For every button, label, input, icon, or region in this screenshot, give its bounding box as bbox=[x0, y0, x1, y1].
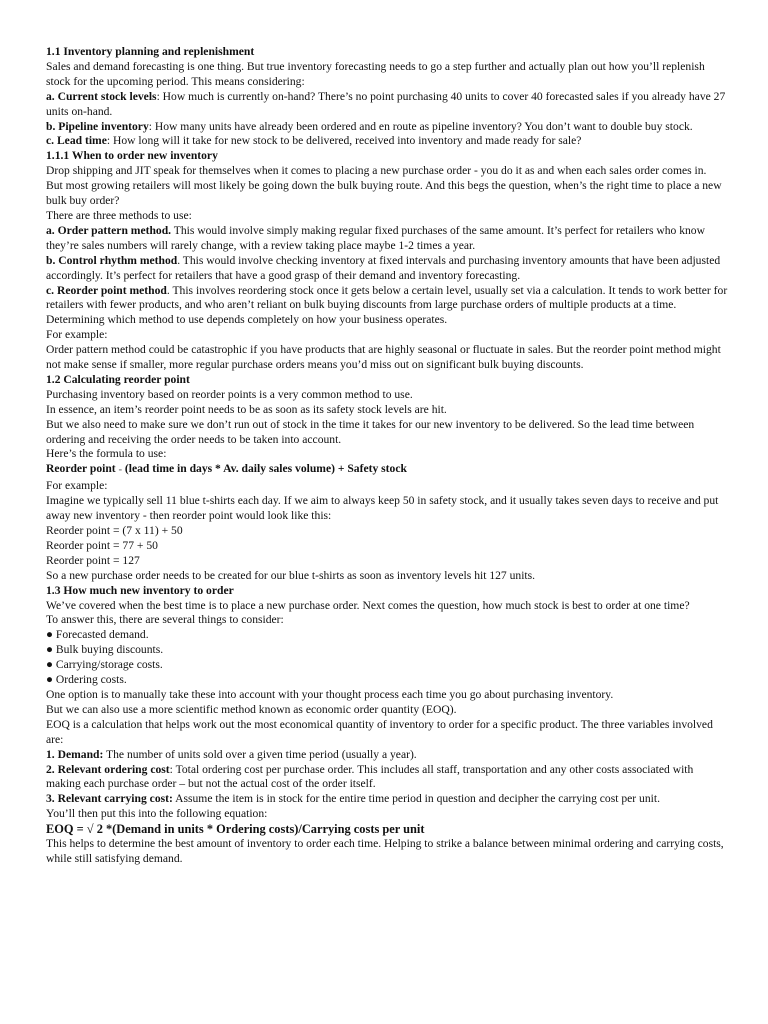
calc-line: Reorder point = 127 bbox=[46, 553, 140, 567]
item-label: a. Current stock levels bbox=[46, 89, 157, 103]
bullet-item: ● Ordering costs. bbox=[46, 673, 127, 687]
list-item bbox=[46, 224, 728, 254]
paragraph: To answer this, there are several things to consider: bbox=[46, 613, 284, 627]
list-item bbox=[46, 90, 728, 120]
section-heading: 1.3 How much new inventory to order bbox=[46, 583, 234, 597]
item-label: b. Pipeline inventory bbox=[46, 119, 149, 133]
item-text: . This involves reordering stock once it gets below a certain level, usually set via a calculation. It tends to work better for retailers with fewer products, and who aren’t reliant on bulk buying discounts from large purchase orders of multiple products at a time. bbox=[46, 283, 728, 312]
section-heading: 1.1.1 When to order new inventory bbox=[46, 149, 218, 163]
list-item bbox=[46, 120, 728, 135]
paragraph: In essence, an item’s reorder point needs to be as soon as its safety stock levels are hit. bbox=[46, 402, 447, 416]
list-item bbox=[46, 254, 728, 284]
paragraph: We’ve covered when the best time is to place a new purchase order. Next comes the question, how much stock is best to order at one time? bbox=[46, 598, 690, 612]
item-text: . This would involve checking inventory at fixed intervals and purchasing inventory amounts that have been adjusted accordingly. It’s perfect for retailers that have a good grasp of their demand and inventory forecasting. bbox=[46, 253, 721, 282]
section-heading: 1.1 Inventory planning and replenishment bbox=[46, 45, 255, 58]
reorder-formula bbox=[46, 462, 728, 479]
formula-rhs: (lead time in days * Av. daily sales volume) + Safety stock bbox=[121, 462, 407, 476]
paragraph: But most growing retailers will most likely be going down the bulk buying route. And this begs the question, when’s the right time to place a new bulk buy order? bbox=[46, 179, 722, 208]
paragraph: But we also need to make sure we don’t run out of stock in the time it takes for our new inventory to be delivered. So the lead time between ordering and receiving the order needs to be taken into account. bbox=[46, 417, 695, 446]
paragraph: One option is to manually take these into account with your thought process each time you go about purchasing inventory. bbox=[46, 687, 614, 701]
paragraph: You’ll then put this into the following equation: bbox=[46, 807, 268, 821]
formula-lhs: Reorder point bbox=[46, 462, 116, 476]
item-label: c. Lead time bbox=[46, 134, 107, 148]
paragraph: Here’s the formula to use: bbox=[46, 447, 167, 461]
list-item bbox=[46, 284, 728, 314]
paragraph: Determining which method to use depends completely on how your business operates. bbox=[46, 313, 448, 327]
list-item bbox=[46, 792, 728, 807]
paragraph: There are three methods to use: bbox=[46, 208, 192, 222]
item-text: The number of units sold over a given time period (usually a year). bbox=[103, 747, 417, 761]
item-label: 2. Relevant ordering cost bbox=[46, 762, 170, 776]
formula-equals: = bbox=[118, 468, 122, 475]
item-text: : Total ordering cost per purchase order. This includes all staff, transportation and any other costs associated with making each purchase order – but not the actual cost of the order itself. bbox=[46, 762, 694, 791]
paragraph: Sales and demand forecasting is one thing. But true inventory forecasting needs to go a step further and actually plan out how you’ll replenish stock for the upcoming period. This means considering: bbox=[46, 59, 705, 88]
paragraph: Drop shipping and JIT speak for themselves when it comes to placing a new purchase order - you do it as and when each sales order comes in. bbox=[46, 164, 707, 178]
list-item bbox=[46, 134, 728, 149]
item-label: a. Order pattern method. bbox=[46, 223, 172, 237]
list-item bbox=[46, 748, 728, 763]
paragraph: But we can also use a more scientific method known as economic order quantity (EOQ). bbox=[46, 702, 457, 716]
item-label: 1. Demand: bbox=[46, 747, 104, 761]
paragraph: For example: bbox=[46, 328, 108, 342]
bullet-item: ● Forecasted demand. bbox=[46, 628, 149, 642]
paragraph: EOQ is a calculation that helps work out the most economical quantity of inventory to order for a specific product. The three variables involved are: bbox=[46, 717, 713, 746]
paragraph: So a new purchase order needs to be created for our blue t-shirts as soon as inventory levels hit 127 units. bbox=[46, 568, 536, 582]
item-text: : How many units have already been ordered and en route as pipeline inventory? You don’t want to double buy stock. bbox=[148, 119, 693, 133]
item-label: c. Reorder point method bbox=[46, 283, 167, 297]
bullet-item: ● Bulk buying discounts. bbox=[46, 643, 164, 657]
item-label: b. Control rhythm method bbox=[46, 253, 178, 267]
bullet-item: ● Carrying/storage costs. bbox=[46, 658, 163, 672]
paragraph: Imagine we typically sell 11 blue t-shirts each day. If we aim to always keep 50 in safety stock, and it usually takes seven days to receive and put away new inventory - then reorder point would look like this: bbox=[46, 494, 719, 523]
paragraph: This helps to determine the best amount of inventory to order each time. Helping to strike a balance between minimal ordering and carrying costs, while still satisfying demand. bbox=[46, 837, 724, 865]
item-label: 3. Relevant carrying cost: bbox=[46, 792, 173, 806]
calc-line: Reorder point = (7 x 11) + 50 bbox=[46, 524, 183, 537]
eoq-formula: EOQ = √ 2 *(Demand in units * Ordering costs)/Carrying costs per unit bbox=[46, 822, 425, 837]
item-text: : How much is currently on-hand? There’s no point purchasing 40 units to cover 40 forecasted sales if you already have 27 units on-hand. bbox=[46, 89, 726, 118]
calc-line: Reorder point = 77 + 50 bbox=[46, 538, 158, 552]
paragraph: Order pattern method could be catastrophic if you have products that are highly seasonal or fluctuate in sales. But the reorder point method might not make sense if smaller, more regular purchase orders means you’d miss out on significant bulk buying discounts. bbox=[46, 343, 721, 372]
item-text: : How long will it take for new stock to be delivered, received into inventory and made ready for sale? bbox=[106, 134, 582, 148]
list-item bbox=[46, 763, 728, 793]
section-heading: 1.2 Calculating reorder point bbox=[46, 372, 190, 386]
paragraph: For example: bbox=[46, 479, 108, 493]
item-text: Assume the item is in stock for the entire time period in question and decipher the carrying cost per unit. bbox=[172, 792, 660, 806]
paragraph: Purchasing inventory based on reorder points is a very common method to use. bbox=[46, 387, 413, 401]
item-text: This would involve simply making regular fixed purchases of the same amount. It’s perfect for retailers who know they’re sales numbers will rarely change, with a review taking place maybe 1-2 times a year. bbox=[46, 223, 705, 252]
